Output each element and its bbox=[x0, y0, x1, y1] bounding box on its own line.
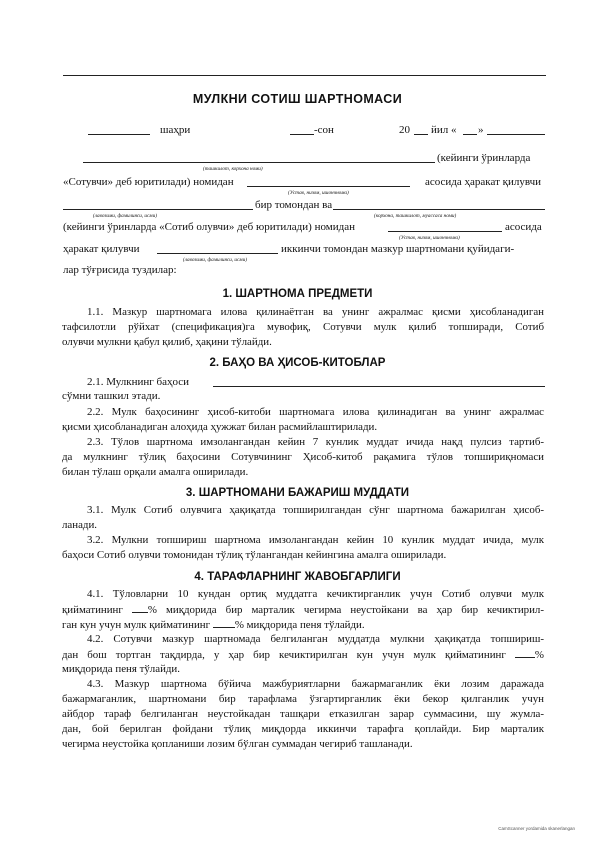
clause-4-3-line: бажармаганлик, шартномани бир тарафлама ўзгартирганлик ёки бекор қилганлик учун bbox=[62, 693, 544, 705]
scanner-watermark: CamScanner yordamida skanerlangan bbox=[498, 826, 575, 831]
parties-line2-prefix: «Сотувчи» деб юритилади) номидан bbox=[63, 176, 234, 188]
clause-4-2 bbox=[62, 632, 544, 677]
clause-4-3-line: 4.3. Мазкур шартнома бўйича мажбуриятларни бажармаганлик ёки лозим даражада bbox=[87, 678, 544, 690]
caption-org: (ташкилот, корхона номи) bbox=[203, 166, 263, 172]
clause-4-2-line bbox=[62, 647, 544, 662]
parties-line6: лар тўғрисида туздилар: bbox=[63, 264, 177, 276]
caption-position: (лавозими, фамилияси, исми) bbox=[93, 213, 157, 219]
clause-2-2-line: қисми ҳисобланадиган алоҳида ҳужжат билан расмийлаштирилади. bbox=[62, 421, 378, 433]
parties-line5-suffix: иккинчи томондан мазкур шартномани қуйидаги- bbox=[281, 243, 515, 255]
seller-org-blank bbox=[83, 162, 435, 163]
clause-4-1-text: % миқдорида бир марталик чегирма неустойкани ва ҳар бир кечиктирил- bbox=[147, 604, 544, 616]
clause-4-1-text: қийматининг bbox=[62, 604, 123, 616]
clause-2-3 bbox=[62, 435, 544, 480]
seller-fine-percent-blank bbox=[515, 647, 535, 658]
clause-3-2 bbox=[62, 533, 544, 563]
clause-4-3-line: дан, бой берилган фойдани тўлиқ миқдорда иккинчи тарафга қоплайди. Бир марталик bbox=[62, 723, 544, 735]
caption-org2: (корхона, ташкилот, муассаса номи) bbox=[374, 213, 457, 219]
clause-3-2-line: 3.2. Мулкни топшириш шартнома имзолангандан кейин 10 кунлик муддат ичида, мулк bbox=[87, 534, 544, 546]
clause-4-1-text: ган кун учун мулк қийматининг bbox=[62, 619, 211, 631]
clause-4-2-line: миқдорида пеня тўлайди. bbox=[62, 663, 180, 675]
clause-4-1-line bbox=[62, 617, 544, 632]
clause-4-1 bbox=[62, 587, 544, 632]
year-blank bbox=[414, 134, 428, 135]
parties-line1-suffix: (кейинги ўринларда bbox=[437, 152, 531, 164]
clause-4-2-text: % bbox=[534, 649, 544, 661]
parties-line4-prefix: (кейинги ўринларда «Сотиб олувчи» деб юритилади) номидан bbox=[63, 221, 355, 233]
caption-charter: (Устав, низом, ишончнома) bbox=[288, 190, 349, 196]
clause-1-1-line: тафсилотли рўйхат (спецификация)га мувофиқ, Сотувчи мулк қилиб топширади, Сотиб bbox=[62, 321, 544, 333]
clause-3-1-line: 3.1. Мулк Сотиб олувчига ҳақиқатда топширилгандан сўнг шартнома бажарилган ҳисоб- bbox=[87, 504, 544, 516]
clause-4-2-line: 4.2. Сотувчи мазкур шартномада белгиланган муддатда мулкни ҳақиқатда топшириш- bbox=[87, 633, 544, 645]
clause-4-1-text: % миқдорида пеня тўлайди. bbox=[234, 619, 365, 631]
clause-2-2-line: 2.2. Мулк баҳосининг ҳисоб-китоби шартномага илова қилинадиган ва унинг ажралмас bbox=[87, 406, 544, 418]
year-prefix: 20 bbox=[399, 124, 410, 136]
month-blank bbox=[487, 134, 545, 135]
clause-2-2 bbox=[62, 405, 544, 435]
number-blank bbox=[290, 134, 314, 135]
parties-line2-suffix: асосида ҳаракат қилувчи bbox=[425, 176, 542, 188]
top-rule bbox=[63, 75, 546, 76]
seller-charter-blank bbox=[247, 186, 410, 187]
clause-2-3-line: да мулкнинг тўлиқ баҳосини Сотувчининг Ҳисоб-китоб рақамига тўлов топшириқномаси bbox=[62, 451, 544, 463]
parties-line4-suffix: асосида bbox=[505, 221, 542, 233]
clause-2-3-line: 2.3. Тўлов шартнома имзолангандан кейин 7 кунлик муддат ичида нақд пулсиз тартиб- bbox=[87, 436, 544, 448]
clause-1-1-line: 1.1. Мазкур шартномага илова қилинаётган ва унинг ажралмас қисми ҳисобланадиган bbox=[87, 306, 544, 318]
clause-4-3 bbox=[62, 677, 544, 752]
price-blank bbox=[213, 386, 545, 387]
parties-line3: бир томондан ва bbox=[255, 199, 333, 211]
seller-person-blank bbox=[63, 209, 253, 210]
section-3-heading: 3. ШАРТНОМАНИ БАЖАРИШ МУДДАТИ bbox=[185, 487, 410, 499]
parties-line5-prefix: ҳаракат қилувчи bbox=[63, 243, 140, 255]
caption-position2: (лавозими, фамилияси, исми) bbox=[183, 257, 247, 263]
clause-2-3-line: билан тўлаш орқали амалга оширилади. bbox=[62, 466, 249, 478]
clause-3-1-line: ланади. bbox=[62, 519, 98, 531]
clause-2-1-line: 2.1. Мулкнинг баҳоси bbox=[87, 376, 190, 388]
year-label: йил « bbox=[431, 124, 457, 136]
buyer-person-blank bbox=[157, 253, 278, 254]
clause-3-2-line: баҳоси Сотиб олувчи томонидан тўлиқ тўлангандан кейингина амалга оширилади. bbox=[62, 549, 447, 561]
buyer-charter-blank bbox=[388, 231, 502, 232]
caption-charter2: (Устав, низом, ишончнома) bbox=[399, 235, 460, 241]
clause-2-1-line: сўмни ташкил этади. bbox=[62, 390, 161, 402]
clause-1-1 bbox=[62, 305, 544, 350]
clause-1-1-line: олувчи мулкни қабул қилиб, ҳақини тўлайди. bbox=[62, 336, 272, 348]
section-2-heading: 2. БАҲО ВА ҲИСОБ-КИТОБЛАР bbox=[209, 357, 386, 369]
day-blank bbox=[463, 134, 477, 135]
clause-3-1 bbox=[62, 503, 544, 533]
city-blank bbox=[88, 134, 150, 135]
clause-4-1-line bbox=[62, 602, 544, 617]
section-1-heading: 1. ШАРТНОМА ПРЕДМЕТИ bbox=[222, 288, 373, 300]
number-label: -сон bbox=[314, 124, 334, 136]
clause-4-1-line: 4.1. Тўловларни 10 кундан ортиқ муддатга кечиктирганлик учун Сотиб олувчи мулк bbox=[87, 588, 544, 600]
buyer-org-blank bbox=[333, 209, 545, 210]
document-title: МУЛКНИ СОТИШ ШАРТНОМАСИ bbox=[192, 92, 403, 106]
city-label: шаҳри bbox=[160, 124, 191, 136]
clause-4-3-line: айбдор тараф белгиланган неустойкадан ташқари етказилган зарар суммасини, шу жумла- bbox=[62, 708, 544, 720]
penalty-percent-blank bbox=[132, 602, 148, 613]
clause-4-2-text: дан бош тортган тақдирда, у ҳар бир кечиктирилган кун учун мулк қийматининг bbox=[62, 649, 506, 661]
section-4-heading: 4. ТАРАФЛАРНИНГ ЖАВОБГАРЛИГИ bbox=[194, 571, 401, 583]
clause-4-3-line: чегирма неустойка қопланиши лозим бўлган суммадан чегириб ташланади. bbox=[62, 738, 413, 750]
quote-close: » bbox=[478, 124, 484, 136]
fine-percent-blank bbox=[213, 617, 235, 628]
